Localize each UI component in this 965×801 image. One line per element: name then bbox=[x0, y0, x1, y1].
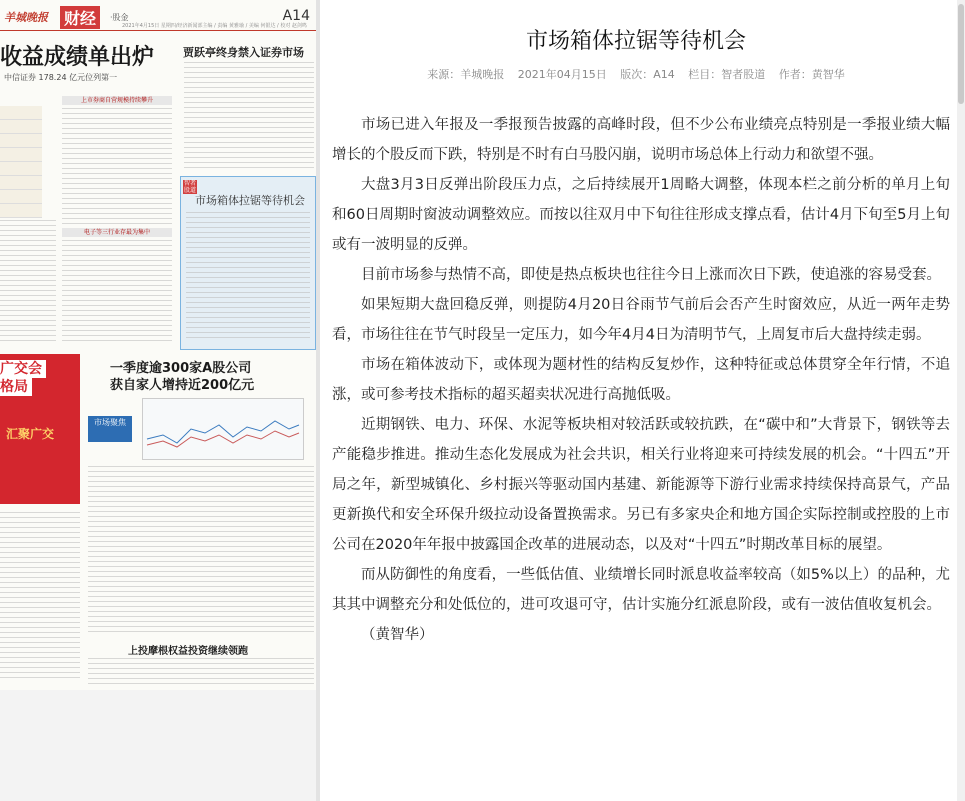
headline-low[interactable]: 上投摩根权益投资继续领跑 bbox=[128, 646, 248, 657]
paragraph: 市场在箱体波动下，或体现为题材性的结构反复炒作，这种特征或总体贯穿全年行情，不追涨，或可参考技术指标的超买超卖状况进行高抛低吸。 bbox=[332, 357, 950, 403]
section-name: 财经 bbox=[60, 6, 100, 29]
paragraph: 目前市场参与热情不高，即使是热点板块也往往今日上涨而次日下跌，使追涨的容易受套。 bbox=[361, 267, 941, 283]
dateline: 2021年4月15日 星期四/经济新闻部主编 / 责编 黄雅瑜 / 美编 何银达 / 校对 赵剑鸣 bbox=[122, 23, 307, 29]
headline-big[interactable]: 收益成绩单出炉 bbox=[0, 45, 155, 70]
headline-mid-line: 一季度逾300家A股公司 bbox=[110, 361, 252, 376]
headline-right[interactable]: 贾跃亭终身禁入证券市场 bbox=[183, 46, 304, 59]
market-focus-stamp: 市场聚焦 bbox=[88, 416, 132, 442]
newspaper-page-thumbnail[interactable] bbox=[0, 0, 319, 801]
meta-date: 2021年04月15日 bbox=[517, 68, 607, 81]
headline-mid[interactable] bbox=[110, 360, 254, 394]
text-column bbox=[62, 240, 172, 344]
newspaper-page bbox=[0, 0, 318, 690]
text-column bbox=[0, 220, 56, 344]
column-tag: 智者股道 bbox=[183, 180, 196, 194]
article-meta bbox=[322, 66, 950, 82]
meta-page: 版次：A14 bbox=[620, 68, 675, 81]
article-panel bbox=[322, 0, 950, 801]
article-body bbox=[332, 110, 950, 650]
newspaper-brand: 羊城晚报 bbox=[4, 11, 48, 24]
meta-column: 栏目：智者股道 bbox=[688, 68, 766, 81]
section-sub: ·股金 bbox=[110, 13, 129, 22]
text-column bbox=[88, 658, 314, 688]
paragraph: 而从防御性的角度看，一些低估值、业绩增长同时派息收益率较高（如5%以上）的品种，尤其其中调整充分和处低位的，进可攻退可守，估计实施分红派息阶段，或有一波估值收复机会。 bbox=[332, 567, 950, 613]
paragraph: 大盘3月3日反弹出阶段压力点，之后持续展开1周略大调整，体现本栏之前分析的单月上旬和60日周期时窗波动调整效应。而按以往双月中下旬往往形成支撑点看，估计4月下旬至5月上旬或有一波明显的反弹。 bbox=[332, 177, 950, 253]
article-title: 市场箱体拉锯等待机会 bbox=[525, 29, 746, 54]
text-column bbox=[186, 212, 310, 342]
subhead-bar-2: 电子等三行业存最为集中 bbox=[62, 228, 172, 237]
text-column bbox=[0, 512, 80, 682]
ad-inner-text: 汇聚广交 bbox=[6, 427, 55, 441]
headline-big-sub: 中信证券 178.24 亿元位列第一 bbox=[4, 73, 118, 82]
meta-author: 作者：黄智华 bbox=[778, 68, 845, 81]
data-table bbox=[0, 106, 42, 218]
meta-source: 来源：羊城晚报 bbox=[427, 68, 505, 81]
ad-title: 广交会 bbox=[0, 360, 46, 378]
paragraph: 市场已进入年报及一季报预告披露的高峰时段，但不少公布业绩亮点特别是一季报业绩大幅增长的个股反而下跌，特别是不时有白马股闪崩，说明市场总体上行动力和欲望不强。 bbox=[332, 117, 950, 163]
masthead bbox=[0, 0, 318, 31]
paragraph: 近期钢铁、电力、环保、水泥等板块相对较活跃或较抗跌，在“碳中和”大背景下，钢铁等去产能稳步推进。推动生态化发展成为社会共识，相关行业将迎来可持续发展的机会。“十四五”开局之年，新型城镇化、乡村振兴等驱动国内基建、新能源等下游行业需求持续保持高景气，产品更新换代和安全环保升级拉动设备置换需求。另已有多家央企和地方国企实际控制或控股的上市公司在2020年年报中披露国企改革的进展动态，以及对“十四五”时期改革目标的展望。 bbox=[332, 417, 950, 553]
paragraph: （黄智华） bbox=[361, 627, 434, 643]
stock-chart-svg bbox=[143, 399, 303, 459]
highlight-title: 市场箱体拉锯等待机会 bbox=[195, 194, 305, 207]
text-column bbox=[184, 62, 314, 172]
panel-divider[interactable] bbox=[316, 0, 320, 801]
page-number: A14 bbox=[282, 8, 310, 24]
subhead-bar-1: 上市券商自营规模持续攀升 bbox=[62, 96, 172, 105]
text-column bbox=[62, 108, 172, 226]
text-column bbox=[88, 466, 314, 636]
paragraph: 如果短期大盘回稳反弹，则提防4月20日谷雨节气前后会否产生时窗效应，从近一两年走势看，市场往往在节气时段呈一定压力，如今年4月4日为清明节气，上周复市后大盘持续走弱。 bbox=[332, 297, 950, 343]
scrollbar-thumb[interactable] bbox=[958, 4, 964, 104]
ad-title: 格局 bbox=[0, 378, 32, 396]
stock-chart-image bbox=[142, 398, 304, 460]
scrollbar[interactable] bbox=[957, 0, 965, 801]
headline-mid-line: 获自家人增持近200亿元 bbox=[110, 378, 255, 393]
